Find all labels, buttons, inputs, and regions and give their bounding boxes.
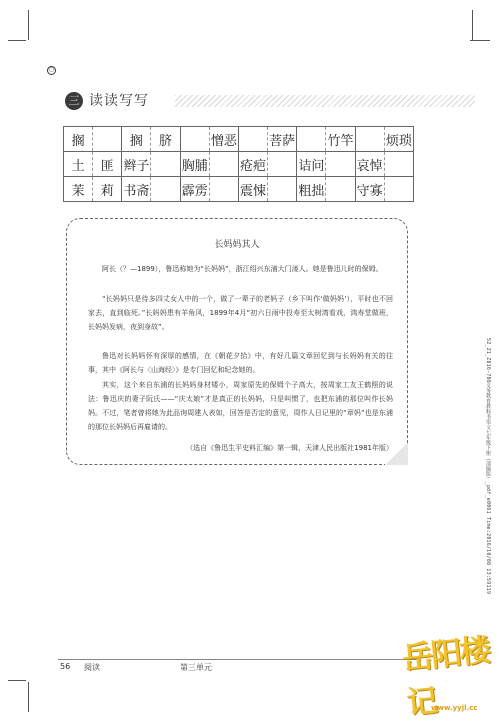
vocab-cell: 茉 bbox=[64, 177, 93, 202]
crop-mark-tl-v bbox=[28, 10, 29, 40]
vocab-cell: 守寡 bbox=[355, 177, 384, 202]
print-slug-text: 52_21_Z816-708义务教育教科书语文七年级下册（部编版）_pdf_e0061 Time:2016/10/08 13:59119 bbox=[485, 338, 491, 595]
vocab-cell: 搁 bbox=[122, 127, 151, 152]
page-number: 56 bbox=[60, 662, 71, 671]
article-paragraph: 其实，这个来自东浦的长妈妈身材矮小，周家原先的保姆个子高大，按周家工友王鹤照的说法：鲁迅庆的妻子阮氏——“庆太娘”才是真正的长妈妈，只是叫惯了，也把东浦的那位叫作长妈妈。不过，笔者曾将她为此品询周建人表如，回答是否定的意见，周作人日记里的“章妈”也是东浦的那位长妈妈后再雇请的。 bbox=[88, 381, 393, 431]
vocab-cell bbox=[209, 152, 238, 177]
crop-mark-bl-v bbox=[28, 682, 29, 712]
vocab-cell bbox=[238, 127, 267, 152]
vocab-cell bbox=[209, 177, 238, 202]
vocab-cell: 震悚 bbox=[238, 177, 267, 202]
section-heading bbox=[65, 92, 475, 110]
vocab-cell bbox=[93, 127, 122, 152]
vocab-cell: 匪 bbox=[93, 152, 122, 177]
vocab-cell bbox=[326, 177, 355, 202]
vocab-cell bbox=[268, 152, 297, 177]
watermark-url: www.yyjl.cc bbox=[431, 704, 478, 712]
vocab-cell: 霹雳 bbox=[180, 177, 209, 202]
vocab-cell: 书斋 bbox=[122, 177, 151, 202]
vocab-cell bbox=[384, 152, 413, 177]
vocabulary-row bbox=[64, 177, 414, 202]
vocab-cell: 土 bbox=[64, 152, 93, 177]
vocab-cell: 憎恶 bbox=[209, 127, 238, 152]
footer-unit-label: 第三单元 bbox=[180, 663, 212, 672]
article-source-citation: （选自《鲁迅生平史料汇编》第一辑，天津人民出版社1981年版） bbox=[186, 444, 393, 452]
vocab-cell bbox=[151, 177, 180, 202]
article-paragraph: 阿长（？—1899），鲁迅称她为“长妈妈”，浙江绍兴东浦大门溇人。她是鲁迅儿时的保姆。 bbox=[102, 265, 383, 273]
vocab-cell bbox=[151, 152, 180, 177]
vocab-cell bbox=[326, 152, 355, 177]
page-circle-icon: ○ bbox=[48, 66, 55, 73]
vocab-cell bbox=[384, 177, 413, 202]
section-title: 读读写写 bbox=[89, 93, 149, 109]
footer-section-label: 阅读 bbox=[84, 663, 100, 672]
vocab-cell: 搁 bbox=[64, 127, 93, 152]
vocab-cell bbox=[355, 127, 384, 152]
vocab-cell: 竹竿 bbox=[326, 127, 355, 152]
watermark-logo: 岳阳楼记 bbox=[400, 632, 491, 722]
vocab-cell bbox=[180, 127, 209, 152]
vocabulary-row bbox=[64, 152, 414, 177]
section-number-badge: 三 bbox=[65, 92, 83, 110]
vocabulary-table bbox=[63, 126, 414, 202]
crop-mark-tr-h bbox=[470, 40, 490, 41]
crop-mark-bl-h bbox=[8, 680, 26, 681]
vocab-cell: 哀悼 bbox=[355, 152, 384, 177]
vocab-cell: 烦琐 bbox=[384, 127, 413, 152]
vocab-cell: 粗拙 bbox=[297, 177, 326, 202]
vocab-cell: 辫子 bbox=[122, 152, 151, 177]
vocabulary-row bbox=[64, 127, 414, 152]
crop-mark-tl-h bbox=[8, 40, 26, 41]
article-title: 长妈妈其人 bbox=[214, 240, 260, 250]
footer-divider bbox=[58, 659, 418, 660]
vocab-cell: 脐 bbox=[151, 127, 180, 152]
decorative-hatch bbox=[175, 95, 475, 107]
vocab-cell bbox=[268, 177, 297, 202]
vocab-cell: 莉 bbox=[93, 177, 122, 202]
article-paragraph: “长妈妈只是待多四丈女人中的一个，做了一辈子的老妈子（乡下叫作‘做妈妈’），平时也不回家去，直到临死。”长妈妈患有羊角风，1899年4月“初六日雨中投寿至太树湾看戏，鸿寿堂做班，长妈妈发病，夜到身故”。 bbox=[88, 295, 393, 331]
crop-mark-tr-v bbox=[472, 10, 473, 40]
vocab-cell: 胸脯 bbox=[180, 152, 209, 177]
vocab-cell: 诘问 bbox=[297, 152, 326, 177]
vocab-cell: 疮疤 bbox=[238, 152, 267, 177]
vocab-cell bbox=[297, 127, 326, 152]
vocab-cell: 菩萨 bbox=[268, 127, 297, 152]
article-paragraph: 鲁迅对长妈妈怀有深厚的感情，在《朝花夕拾》中，有好几篇文章回忆到与长妈妈有关的往事，其中《阿长与〈山海经〉》是专门回忆和纪念她的。 bbox=[88, 352, 393, 374]
